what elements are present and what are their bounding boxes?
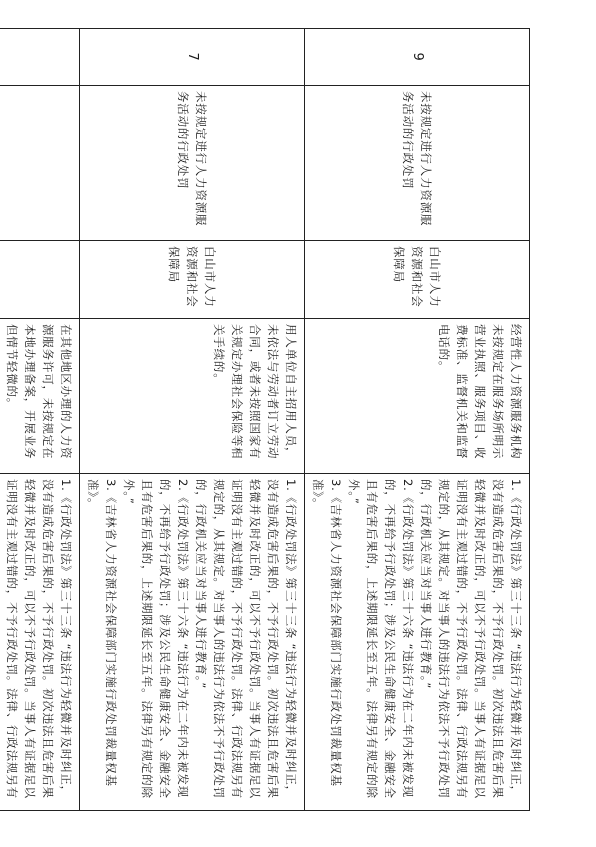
condition-cell: 在其他地区办理的人力资源服务许可，未按规定在本地办理备案，开展业务但情节轻微的。 [0, 319, 80, 474]
basis-cell [0, 474, 80, 811]
item-cell [0, 86, 80, 241]
row-number [0, 29, 80, 86]
basis-cell [305, 474, 530, 811]
table-row [0, 29, 80, 811]
agency-cell: 白山市人力资源和社会保障局 [80, 241, 305, 319]
penalty-exemption-table [0, 28, 530, 811]
basis-paragraph: 3.《吉林省人力资源社会保障部门实施行政处罚裁量权基准》。 [311, 479, 343, 787]
basis-paragraph: 1.《行政处罚法》第三十三条 “违法行为轻微并及时纠正，没有造成危害后果的，不予行政处罚。初次违法且危害后果轻微并及时改正的，可以不予行政处罚。当事人有证据足以证明没有主观过错的，不予行政处罚。法律、行政法规另有规定的，从其规定。对当事人的违法行为依法不予行政处罚的，行政机关应当对当事人进行教育。” [419, 479, 523, 799]
item-cell: 未按规定进行人力资源服务活动的行政处罚 [305, 86, 530, 241]
condition-cell: 用人单位自主招用人员，未依法与劳动者订立劳动合同，或者未按照国家有关规定办理社会保险等相关手续的。 [80, 319, 305, 474]
table-row [305, 29, 530, 811]
row-number: 9 [305, 29, 530, 86]
item-cell: 未按规定进行人力资源服务活动的行政处罚 [80, 86, 305, 241]
condition-cell: 经营性人力资源服务机构未按规定在服务场所明示营业执照、服务项目、收费标准、监督机关和监督电话的。 [305, 319, 530, 474]
table-row [80, 29, 305, 811]
basis-paragraph: 1.《行政处罚法》第三十三条 “违法行为轻微并及时纠正，没有造成危害后果的，不予行政处罚。初次违法且危害后果轻微并及时改正的，可以不予行政处罚。当事人有证据足以证明没有主观过错的，不予行政处罚。法律、行政法规另有规定的，从其规定。对当事人的违法行为依法不予行政处罚的，行政机关应当对当事人进行教育。” [194, 479, 298, 799]
basis-paragraph: 2.《行政处罚法》第三十六条 “违法行为在二年内未被发现的，不再给予行政处罚；涉及公民生命健康安全、金融安全且有危害后果的，上述期限延长至五年。法律另有规定的除外。” [347, 479, 415, 799]
basis-paragraph: 1.《行政处罚法》第三十三条 “违法行为轻微并及时纠正，没有造成危害后果的，不予行政处罚。初次违法且危害后果轻微并及时改正的，可以不予行政处罚。当事人有证据足以证明没有主观过错的，不予行政处罚。法律、行政法规另有 [5, 479, 73, 799]
basis-paragraph: 2.《行政处罚法》第三十六条 “违法行为在二年内未被发现的，不再给予行政处罚；涉及公民生命健康安全、金融安全且有危害后果的，上述期限延长至五年。法律另有规定的除外。” [122, 479, 190, 799]
row-number: 7 [80, 29, 305, 86]
basis-paragraph: 3.《吉林省人力资源社会保障部门实施行政处罚裁量权基准》。 [86, 479, 118, 787]
agency-cell: 白山市人力资源和社会保障局 [305, 241, 530, 319]
basis-cell [80, 474, 305, 811]
agency-cell [0, 241, 80, 319]
